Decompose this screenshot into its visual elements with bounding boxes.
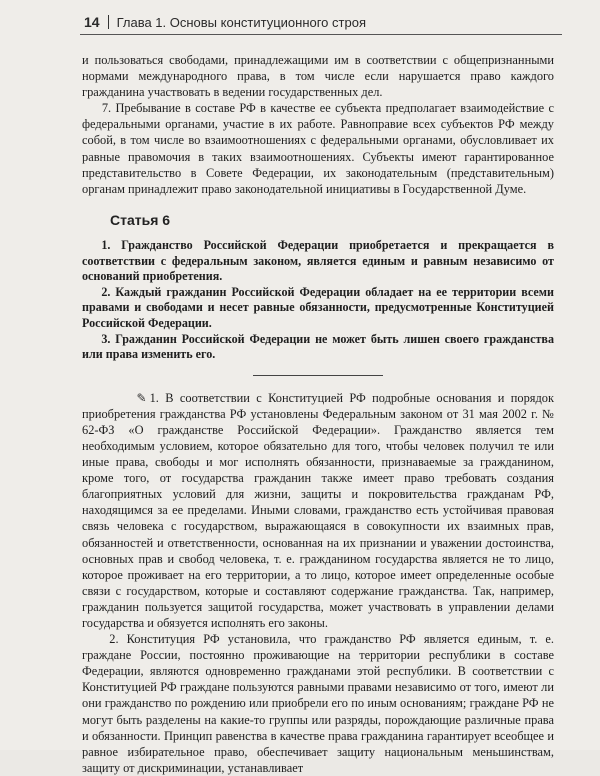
header-separator — [108, 15, 109, 29]
article-provision: 2. Каждый гражданин Российской Федерации обладает на ее территории всеми правами и свободами и несет равные обязанности, предусмотренные Конституцией Российской Федерации. — [82, 284, 554, 330]
running-head — [84, 14, 366, 30]
article-provisions — [82, 238, 554, 363]
article-provision: 1. Гражданство Российской Федерации приобретается и прекращается в соответствии с федеральным законом, является единым и равным независимо от оснований приобретения. — [82, 237, 554, 284]
commentary-paragraph — [82, 390, 554, 631]
page-body — [82, 52, 554, 776]
intro-paragraph: и пользоваться свободами, принадлежащими им в соответствии с общепризнанными нормами международного права, в том числе если нарушается право каждого гражданина участвовать в ведении государственных дел. — [82, 53, 554, 100]
page-number: 14 — [84, 14, 100, 30]
article-provision: 3. Гражданин Российской Федерации не может быть лишен своего гражданства или права изменить его. — [82, 331, 554, 362]
section-divider — [253, 375, 383, 376]
chapter-title: Глава 1. Основы конституционного строя — [116, 15, 366, 30]
intro-paragraph: 7. Пребывание в составе РФ в качестве ее субъекта предполагает взаимодействие с федеральными органами, участие в их работе. Равноправие всех субъектов РФ между собой, в том числе во взаимоотношениях с федеральными органами, обусловливает их равные правомочия в таких взаимоотношениях. Субъекты имеют гарантированное представительство в Совете Федерации, их законодательным (представительным) органам принадлежит право законодательной инициативы в Государственной Думе. — [82, 101, 554, 196]
header-rule — [80, 34, 562, 35]
commentary-marker-icon: ✎ — [136, 390, 147, 405]
commentary-paragraph-text: 1. В соответствии с Конституцией РФ подробные основания и порядок приобретения гражданства РФ установлены Федеральным законом от 31 мая 2002 г. № 62-ФЗ «О гражданстве Российской Федерации». Гражданство является тем необходимым условием, которое обязательно для того, чтобы человек получил те или иные права, свободы и мог исполнять обязанности, признаваемые за гражданином, кроме того, от государства гражданин также имеет право требовать создания благоприятных условий для жизни, защиты и покровительства гражданам РФ, находящимся за ее пределами. Иными словами, гражданство есть устойчивая правовая связь человека с государством, выражающаяся в совокупности их взаимных прав, обязанностей и ответственности, основанная на их признании и уважении достоинства, основных прав и свобод человека, т. е. гражданином государства является не то лицо, которое проживает на его территории, а то лицо, которое имеет определенные особые связи с государством, которые и составляют содержание гражданства. Так, например, гражданин пользуется защитой государства, может участвовать в управлении делами государства и обязуется исполнять его законы. — [82, 390, 554, 630]
commentary-paragraph: 2. Конституция РФ установила, что гражданство РФ является единым, т. е. граждане России, постоянно проживающие на территории республики в составе Федерации, являются одновременно гражданами этой республики. В соответствии с Конституцией РФ граждане пользуются равными правами независимо от того, имеют ли они гражданство по рождению или приобрели его по иным основаниям; граждане РФ не могут быть разделены на какие-то группы или разряды, порождающие различные права и обязанности. Принцип равенства в качестве права гражданина гарантирует всеобщее и равное избирательное право, обеспечивает защиту национальным меньшинствам, защиту от дискриминации, устанавливает — [82, 632, 554, 775]
intro-section — [82, 52, 554, 197]
article-title: Статья 6 — [110, 211, 171, 228]
commentary-section — [82, 390, 554, 776]
